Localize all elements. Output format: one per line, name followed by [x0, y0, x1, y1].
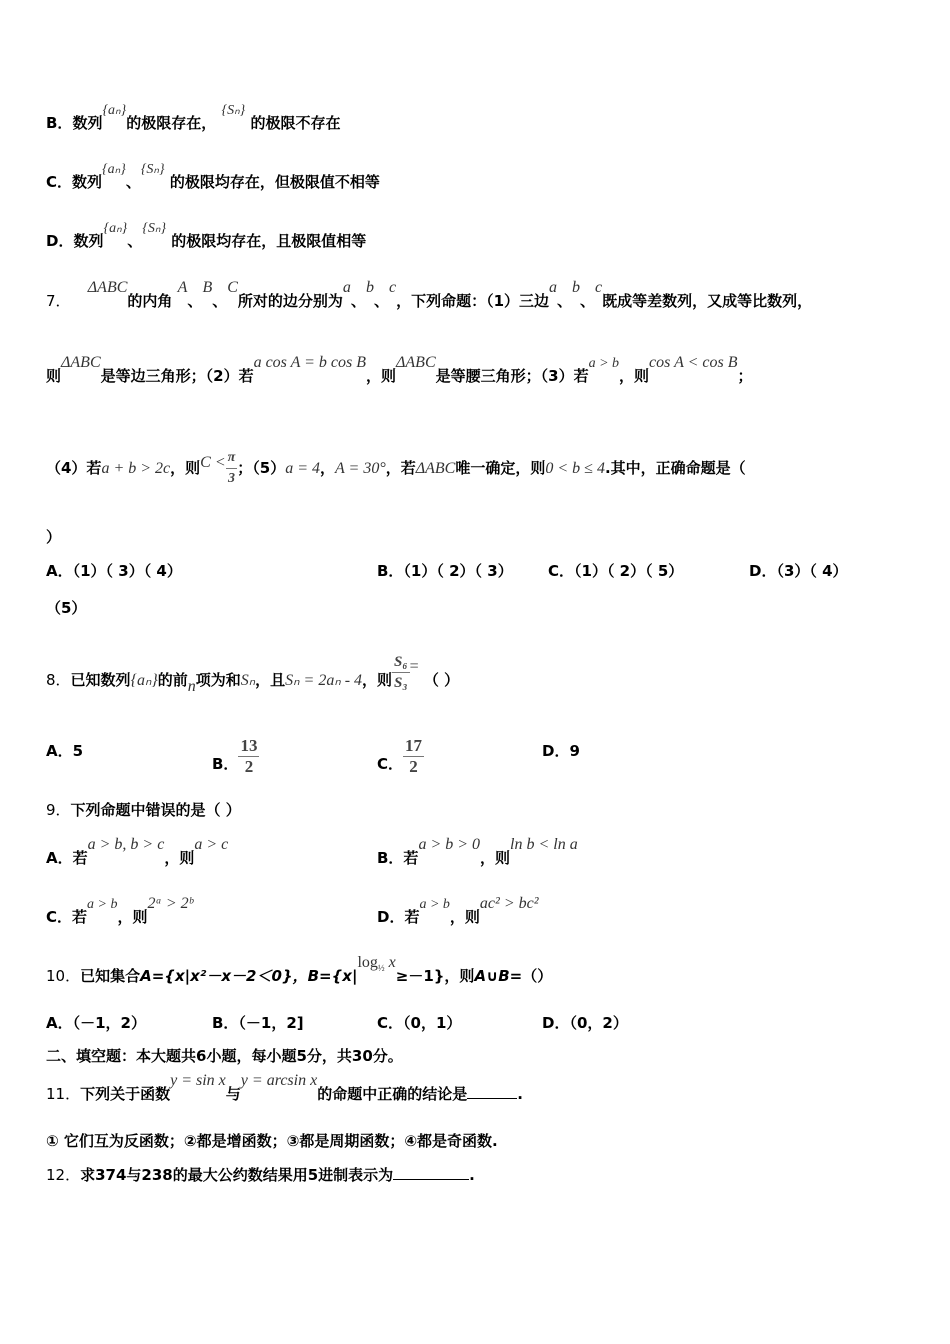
q7-option-b[interactable]: B．（1）（ 2）（ 3） [377, 562, 513, 580]
q8-option-d[interactable]: D．9 [542, 742, 580, 760]
q7-option-c[interactable]: C．（1）（ 2）（ 5） [548, 562, 684, 580]
set-a-definition: A={x|x²－x－2＜0}， [140, 967, 308, 985]
q6-option-b: B．数列{aₙ}的极限存在， {Sₙ} 的极限不存在 [46, 103, 341, 132]
q7-option-d-continued: （5） [46, 599, 87, 617]
pi-over-3: $\frac{\pi}{3}$ [227, 450, 236, 486]
q9-option-c[interactable]: C．若a > b，则2ᵃ > 2ᵇ [46, 895, 193, 926]
q8-stem: 8．已知数列{aₙ}的前n项为和Sₙ，且Sₙ = 2aₙ - 4，则 $\frac{\text{S₆}}{\text{S₃}}$ = （ ） [46, 654, 460, 695]
q7-line-1: 7． ΔABC的内角 A、B、C所对的边分别为a、b、c，下列命题：（1）三边a、b、c既成等差数列，又成等比数列， [46, 279, 813, 310]
seq-a-n: {aₙ} [102, 103, 127, 118]
section-heading-fill-in: 二、填空题：本大题共6小题，每小题5分，共30分。 [46, 1047, 403, 1065]
q8-option-b[interactable]: B． $\frac{13}{2}$ [212, 736, 258, 776]
log-base-half: $\log_{\frac{1}{2}} x$ [357, 954, 396, 973]
q10-option-b[interactable]: B．（－1，2] [212, 1014, 304, 1032]
s6-over-s3: $\frac{\text{S₆}}{\text{S₃}}$ [394, 654, 408, 691]
answer-blank[interactable] [393, 1179, 469, 1180]
seq-s-n: {Sₙ} [221, 103, 246, 118]
q9-option-d[interactable]: D．若a > b，则ac² > bc² [377, 895, 539, 926]
set-b-definition-start: B={x| [307, 967, 358, 985]
question-number: 9． [46, 801, 71, 819]
q11-stem: 11．下列关于函数y = sin x与y = arcsin x的命题中正确的结论是 . [46, 1072, 523, 1103]
q7-option-a[interactable]: A．（1）（ 3）（ 4） [46, 562, 182, 580]
q7-line-2: 则ΔABC是等边三角形；（2）若a cos A = b cos B，则ΔABC是等腰三角形；（3）若a > b，则cos A < cos B； [46, 354, 753, 385]
question-number: 10． [46, 967, 81, 985]
q9-option-b[interactable]: B．若a > b > 0，则ln b < ln a [377, 836, 578, 867]
q10-option-a[interactable]: A．（－1，2） [46, 1014, 146, 1032]
question-number: 7． [46, 292, 71, 310]
q10-option-d[interactable]: D．（0，2） [542, 1014, 628, 1032]
fraction-13-2: $\frac{13}{2}$ [240, 736, 258, 776]
q6-option-d: D．数列{aₙ}、{Sₙ} 的极限均存在，且极限值相等 [46, 221, 367, 250]
q8-option-a[interactable]: A．5 [46, 742, 84, 760]
q12-stem: 12．求374与238的最大公约数结果用5进制表示为 . [46, 1166, 475, 1184]
answer-blank[interactable] [467, 1098, 517, 1099]
fraction-17-2: $\frac{17}{2}$ [405, 736, 423, 776]
question-number: 11． [46, 1085, 81, 1103]
q6-option-c: C．数列{aₙ}、{Sₙ} 的极限均存在，但极限值不相等 [46, 162, 380, 191]
q10-stem: 10．已知集合A={x|x²－x－2＜0}，$B=\{x|\log_{\frac{1}{2}}$ x≥－1}，则A∪B=（） [46, 954, 553, 985]
q7-line-3: （4）若a + b > 2c，则C < $\frac{\pi}{3}$ ；（5）a = 4，A = 30°，若ΔABC唯一确定，则0 < b ≤ 4.其中，正确命题是（ [46, 448, 746, 489]
q7-option-d[interactable]: D．（3）（ 4） [749, 562, 848, 580]
q10-option-c[interactable]: C．（0，1） [377, 1014, 462, 1032]
q11-statements: ① 它们互为反函数；②都是增函数；③都是周期函数；④都是奇函数. [46, 1132, 498, 1150]
question-number: 8． [46, 671, 71, 689]
q9-option-a[interactable]: A．若a > b, b > c，则a > c [46, 836, 229, 867]
q7-line-4: ） [46, 528, 62, 546]
question-number: 12． [46, 1166, 81, 1184]
q8-option-c[interactable]: C． $\frac{17}{2}$ [377, 736, 423, 776]
q9-stem: 9．下列命题中错误的是（ ） [46, 801, 241, 819]
